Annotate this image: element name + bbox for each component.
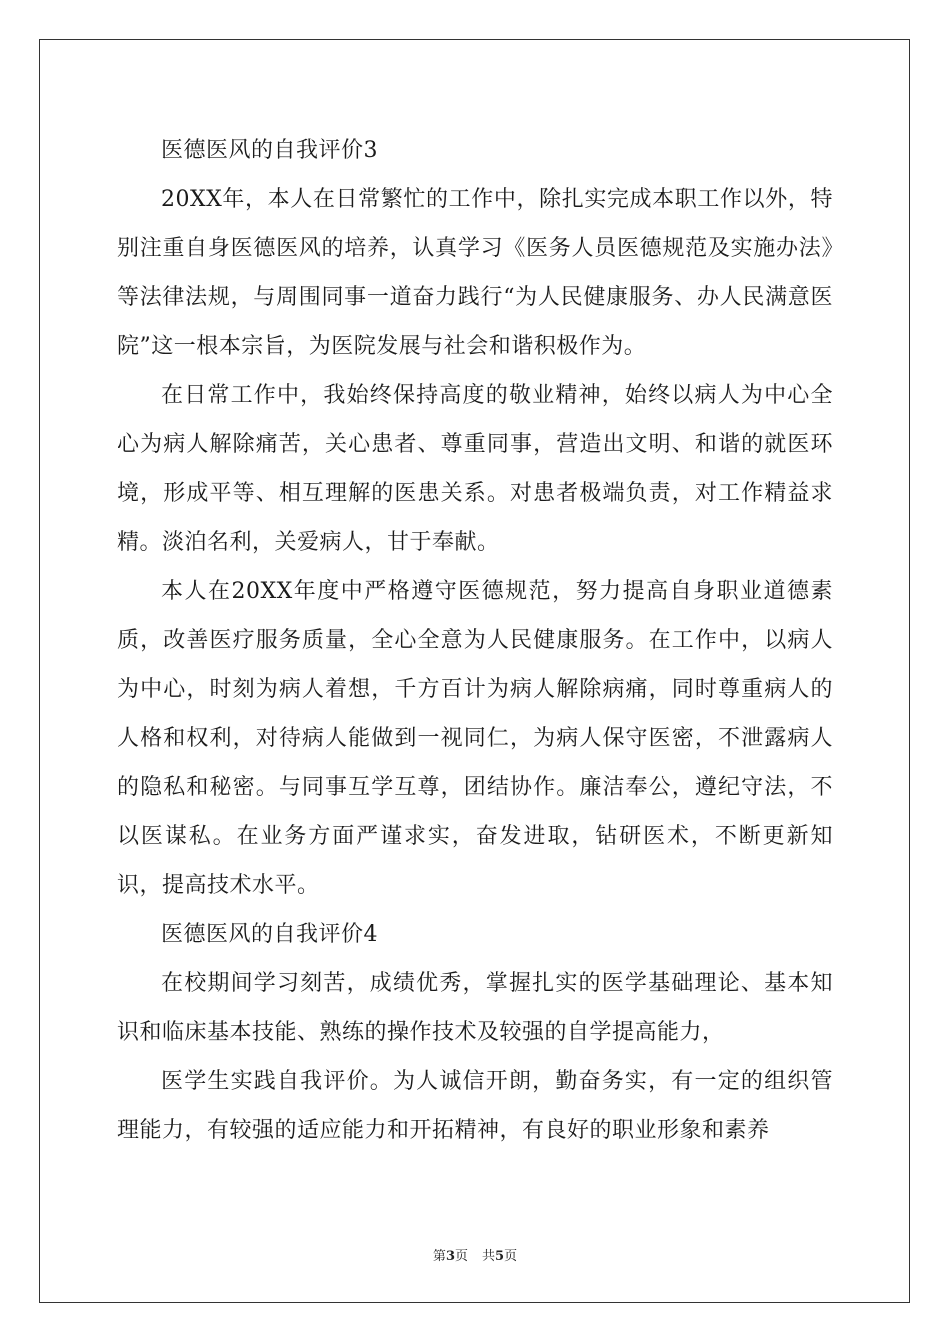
section-heading: 医德医风的自我评价4 — [161, 922, 378, 947]
page-footer — [0, 1245, 950, 1264]
page-prefix: 第 — [432, 1249, 446, 1264]
paragraph: 本人在20XX年度中严格遵守医德规范，努力提高自身职业道德素质，改善医疗服务质量，全心全意为人民健康服务。在工作中，以病人为中心，时刻为病人着想，千方百计为病人解除病痛，同时尊重病人的人格和权利，对待病人能做到一视同仁，为病人保守医密，不泄露病人的隐私和秘密。与同事互学互尊，团结协作。廉洁奉公，遵纪守法，不以医谋私。在业务方面严谨求实，奋发进取，钻研医术，不断更新知识，提高技术水平。 — [117, 579, 833, 898]
section-heading: 医德医风的自我评价3 — [161, 138, 378, 163]
page-total: 5 — [495, 1249, 505, 1264]
paragraph: 医学生实践自我评价。为人诚信开朗，勤奋务实，有一定的组织管理能力，有较强的适应能力和开拓精神，有良好的职业形象和素养 — [117, 1069, 833, 1143]
document-body — [117, 126, 833, 1155]
paragraph: 20XX年，本人在日常繁忙的工作中，除扎实完成本职工作以外，特别注重自身医德医风的培养，认真学习《医务人员医德规范及实施办法》等法律法规，与周围同事一道奋力践行“为人民健康服务、办人民满意医院”这一根本宗旨，为医院发展与社会和谐积极作为。 — [117, 187, 833, 359]
paragraph: 在校期间学习刻苦，成绩优秀，掌握扎实的医学基础理论、基本知识和临床基本技能、熟练的操作技术及较强的自学提高能力， — [117, 971, 833, 1045]
total-prefix: 共 — [482, 1249, 496, 1264]
total-suffix: 页 — [504, 1249, 518, 1264]
page-current: 3 — [445, 1249, 455, 1264]
page-suffix: 页 — [454, 1249, 468, 1264]
paragraph: 在日常工作中，我始终保持高度的敬业精神，始终以病人为中心全心为病人解除痛苦，关心患者、尊重同事，营造出文明、和谐的就医环境，形成平等、相互理解的医患关系。对患者极端负责，对工作精益求精。淡泊名利，关爱病人，甘于奉献。 — [117, 383, 833, 555]
